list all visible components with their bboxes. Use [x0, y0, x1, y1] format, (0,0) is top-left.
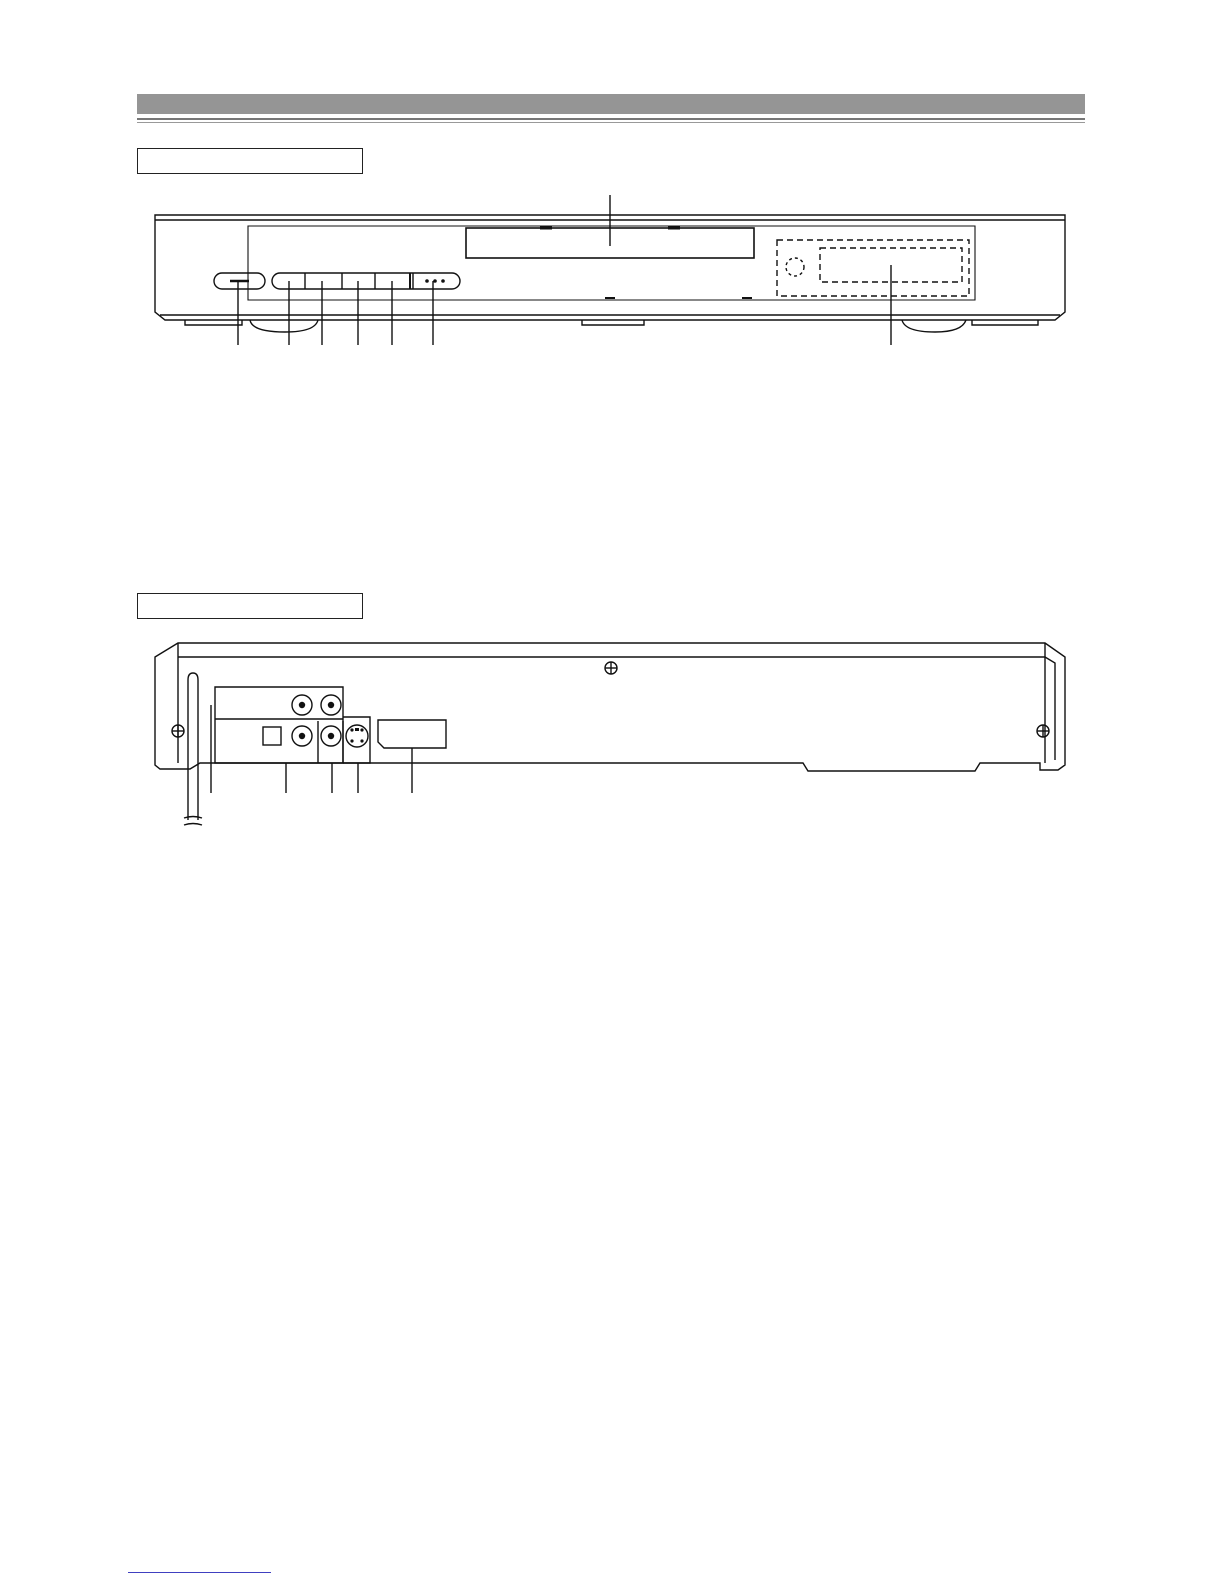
front-foot-mid	[582, 320, 644, 325]
front-panel-drawing	[0, 190, 1225, 360]
footer-rule	[128, 1572, 271, 1573]
section-header-band	[137, 94, 1085, 114]
front-rubber-foot-left	[250, 320, 318, 332]
front-panel-label-box	[137, 148, 363, 174]
optical-out-jack	[263, 727, 281, 745]
control-button-strip	[272, 273, 460, 289]
section-header-rule-thin	[137, 122, 1085, 123]
front-rubber-foot-right	[902, 320, 966, 332]
section-header-rule	[137, 118, 1085, 120]
rear-panel-label-box	[137, 593, 363, 619]
front-foot-right	[972, 320, 1038, 325]
front-foot-left	[185, 320, 242, 325]
scart-connector	[378, 720, 446, 748]
remote-sensor	[786, 258, 804, 276]
rear-panel-drawing	[0, 635, 1225, 840]
power-cord	[188, 680, 198, 820]
